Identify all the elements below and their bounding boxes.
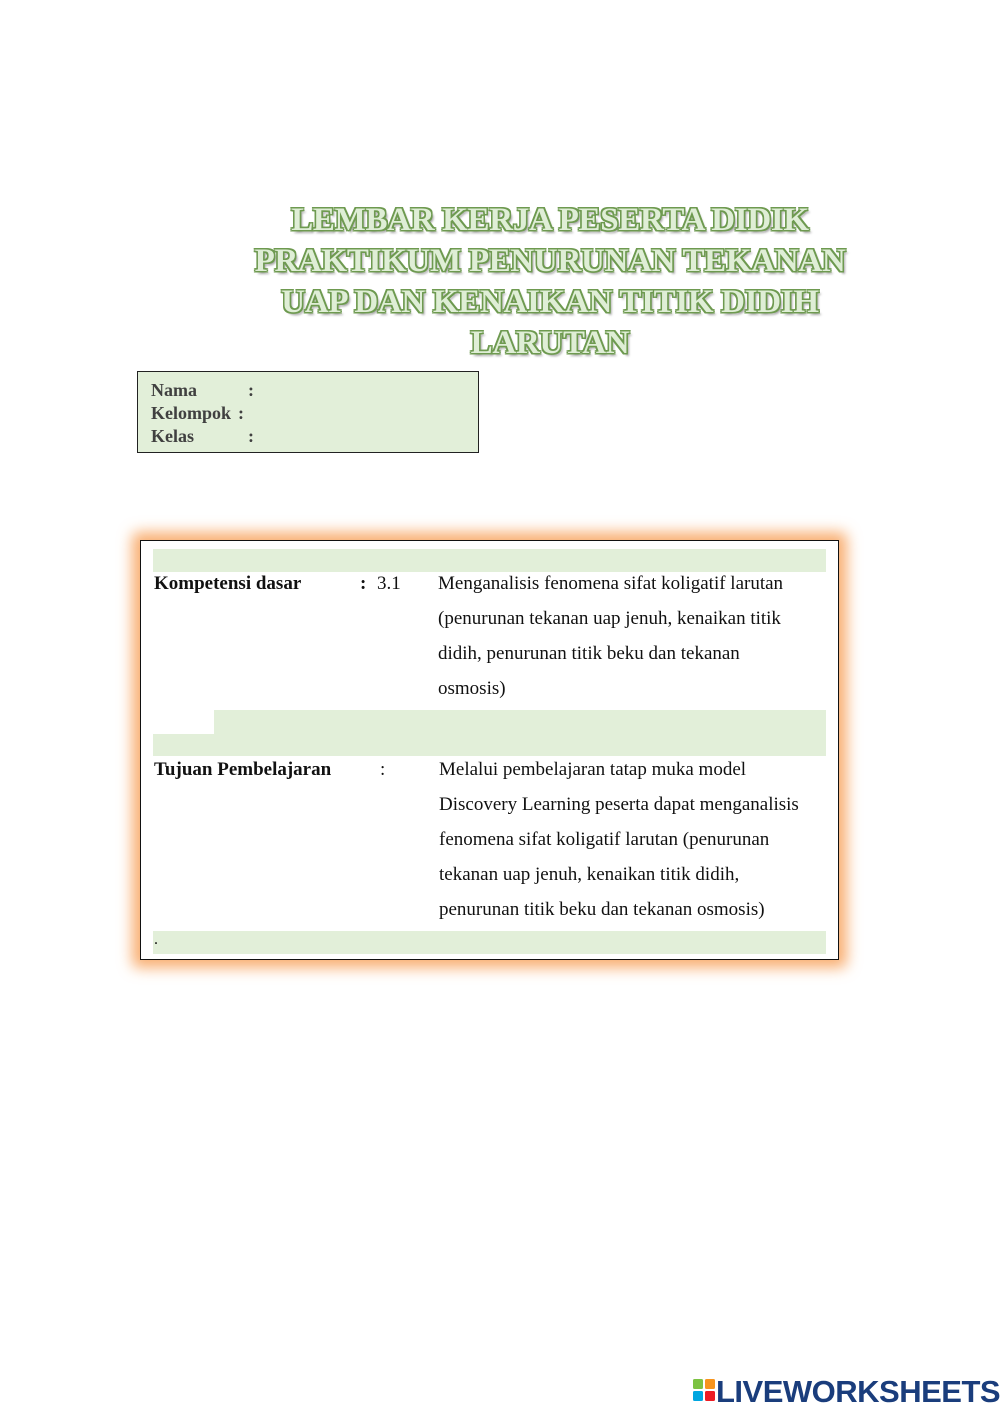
group-field bbox=[151, 403, 244, 424]
liveworksheets-logo bbox=[692, 1374, 1000, 1409]
learning-info-panel bbox=[140, 540, 839, 960]
class-colon: : bbox=[248, 426, 254, 446]
title-line: LEMBAR KERJA PESERTA DIDIK bbox=[291, 202, 809, 238]
objective-colon: : bbox=[380, 759, 386, 780]
title-line: UAP DAN KENAIKAN TITIK DIDIH bbox=[281, 284, 819, 320]
middle-band bbox=[214, 710, 826, 756]
competence-colon: : bbox=[360, 573, 367, 594]
footer-dot: . bbox=[154, 931, 158, 948]
middle-band-left bbox=[153, 734, 215, 756]
competence-number: 3.1 bbox=[377, 573, 401, 594]
competence-text bbox=[438, 573, 818, 713]
name-label: Nama bbox=[151, 380, 197, 400]
objective-label: Tujuan Pembelajaran bbox=[154, 759, 332, 780]
objective-line: fenomena sifat koligatif larutan (penurunan bbox=[439, 829, 770, 850]
title-line: LARUTAN bbox=[470, 325, 630, 361]
group-colon: : bbox=[238, 403, 244, 423]
title-line: PRAKTIKUM PENURUNAN TEKANAN bbox=[254, 243, 846, 279]
top-band bbox=[153, 549, 826, 572]
competence-label: Kompetensi dasar bbox=[154, 573, 302, 594]
class-label: Kelas bbox=[151, 426, 194, 446]
objective-text bbox=[439, 759, 829, 934]
logo-text: LIVEWORKSHEETS bbox=[716, 1374, 1000, 1409]
identity-box bbox=[137, 371, 479, 453]
name-colon: : bbox=[248, 380, 254, 400]
objective-line: penurunan titik beku dan tekanan osmosis) bbox=[439, 899, 765, 920]
name-field bbox=[151, 380, 254, 401]
competence-line: osmosis) bbox=[438, 678, 506, 699]
liveworksheets-logo-icon bbox=[692, 1378, 716, 1402]
competence-line: (penurunan tekanan uap jenuh, kenaikan titik bbox=[438, 608, 781, 629]
objective-line: tekanan uap jenuh, kenaikan titik didih, bbox=[439, 864, 740, 885]
competence-line: Menganalisis fenomena sifat koligatif larutan bbox=[438, 573, 784, 594]
bottom-band bbox=[153, 931, 826, 954]
group-label: Kelompok bbox=[151, 403, 232, 423]
competence-line: didih, penurunan titik beku dan tekanan bbox=[438, 643, 740, 664]
class-field bbox=[151, 426, 254, 447]
objective-line: Melalui pembelajaran tatap muka model bbox=[439, 759, 747, 780]
objective-line: Discovery Learning peserta dapat menganalisis bbox=[439, 794, 799, 815]
worksheet-title bbox=[230, 200, 870, 364]
